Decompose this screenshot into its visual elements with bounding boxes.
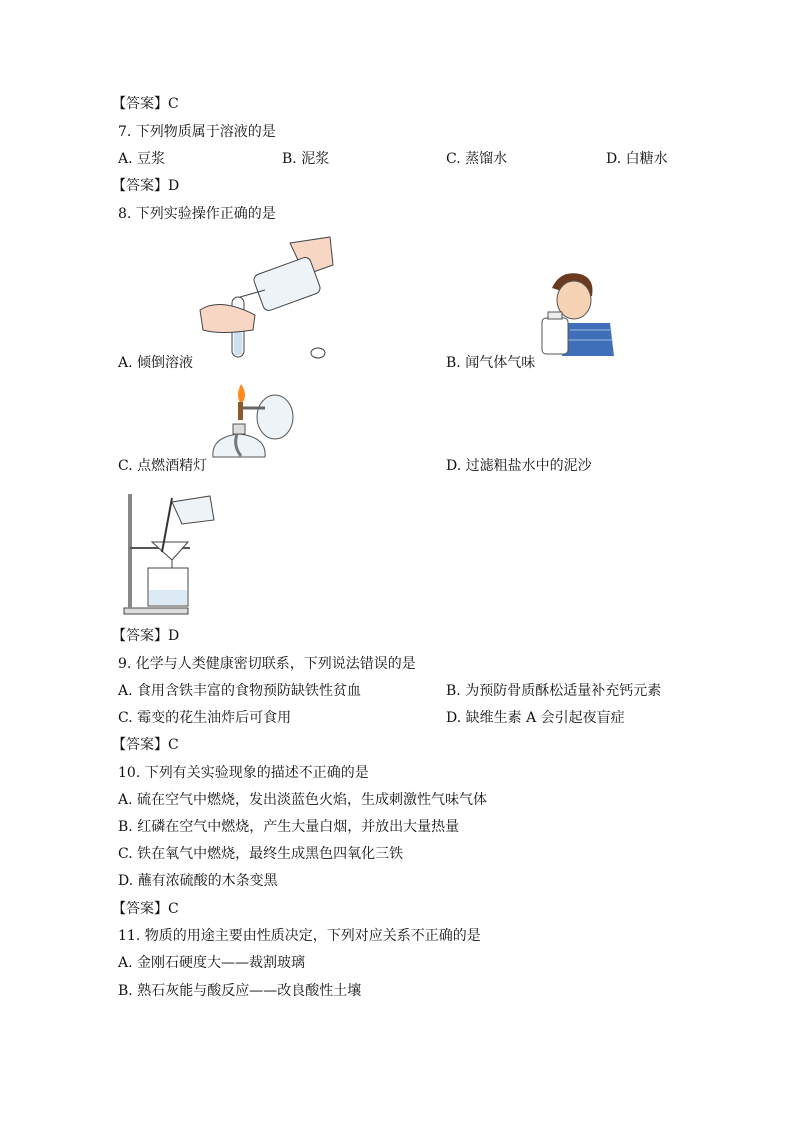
q9-option-c: C. 霉变的花生油炸后可食用 <box>118 710 292 726</box>
q11-option-b: B. 熟石灰能与酸反应——改良酸性土壤 <box>118 983 362 999</box>
pouring-liquid-figure <box>195 235 335 365</box>
question-8: 8. 下列实验操作正确的是 <box>118 206 276 222</box>
answer-line: 【答案】D <box>112 628 180 644</box>
q8-option-a: A. 倾倒溶液 <box>118 355 194 371</box>
question-9: 9. 化学与人类健康密切联系，下列说法错误的是 <box>118 656 416 672</box>
q8-option-b: B. 闻气体气味 <box>446 355 536 371</box>
q9-option-d: D. 缺维生素 A 会引起夜盲症 <box>446 710 625 726</box>
answer-line: 【答案】D <box>112 178 180 194</box>
question-11: 11. 物质的用途主要由性质决定，下列对应关系不正确的是 <box>118 928 481 944</box>
alcohol-lamp-figure <box>205 382 300 462</box>
q7-option-c: C. 蒸馏水 <box>446 151 508 167</box>
q7-option-b: B. 泥浆 <box>282 151 330 167</box>
q10-option-b: B. 红磷在空气中燃烧，产生大量白烟，并放出大量热量 <box>118 819 460 835</box>
smelling-gas-figure <box>540 268 618 358</box>
q7-option-a: A. 豆浆 <box>118 151 166 167</box>
q7-option-d: D. 白糖水 <box>606 151 668 167</box>
q8-option-d: D. 过滤粗盐水中的泥沙 <box>446 458 592 474</box>
filtration-figure <box>120 490 220 615</box>
q8-option-c: C. 点燃酒精灯 <box>118 458 208 474</box>
q9-option-a: A. 食用含铁丰富的食物预防缺铁性贫血 <box>118 683 362 699</box>
q10-option-a: A. 硫在空气中燃烧，发出淡蓝色火焰，生成刺激性气味气体 <box>118 792 488 808</box>
q9-option-b: B. 为预防骨质酥松适量补充钙元素 <box>446 683 662 699</box>
question-10: 10. 下列有关实验现象的描述不正确的是 <box>118 765 369 781</box>
q10-option-c: C. 铁在氧气中燃烧，最终生成黑色四氧化三铁 <box>118 846 404 862</box>
q10-option-d: D. 蘸有浓硫酸的木条变黑 <box>118 873 278 889</box>
question-7: 7. 下列物质属于溶液的是 <box>118 124 276 140</box>
q11-option-a: A. 金刚石硬度大——裁割玻璃 <box>118 955 306 971</box>
answer-line: 【答案】C <box>112 901 179 917</box>
answer-line: 【答案】C <box>112 96 179 112</box>
answer-line: 【答案】C <box>112 737 179 753</box>
